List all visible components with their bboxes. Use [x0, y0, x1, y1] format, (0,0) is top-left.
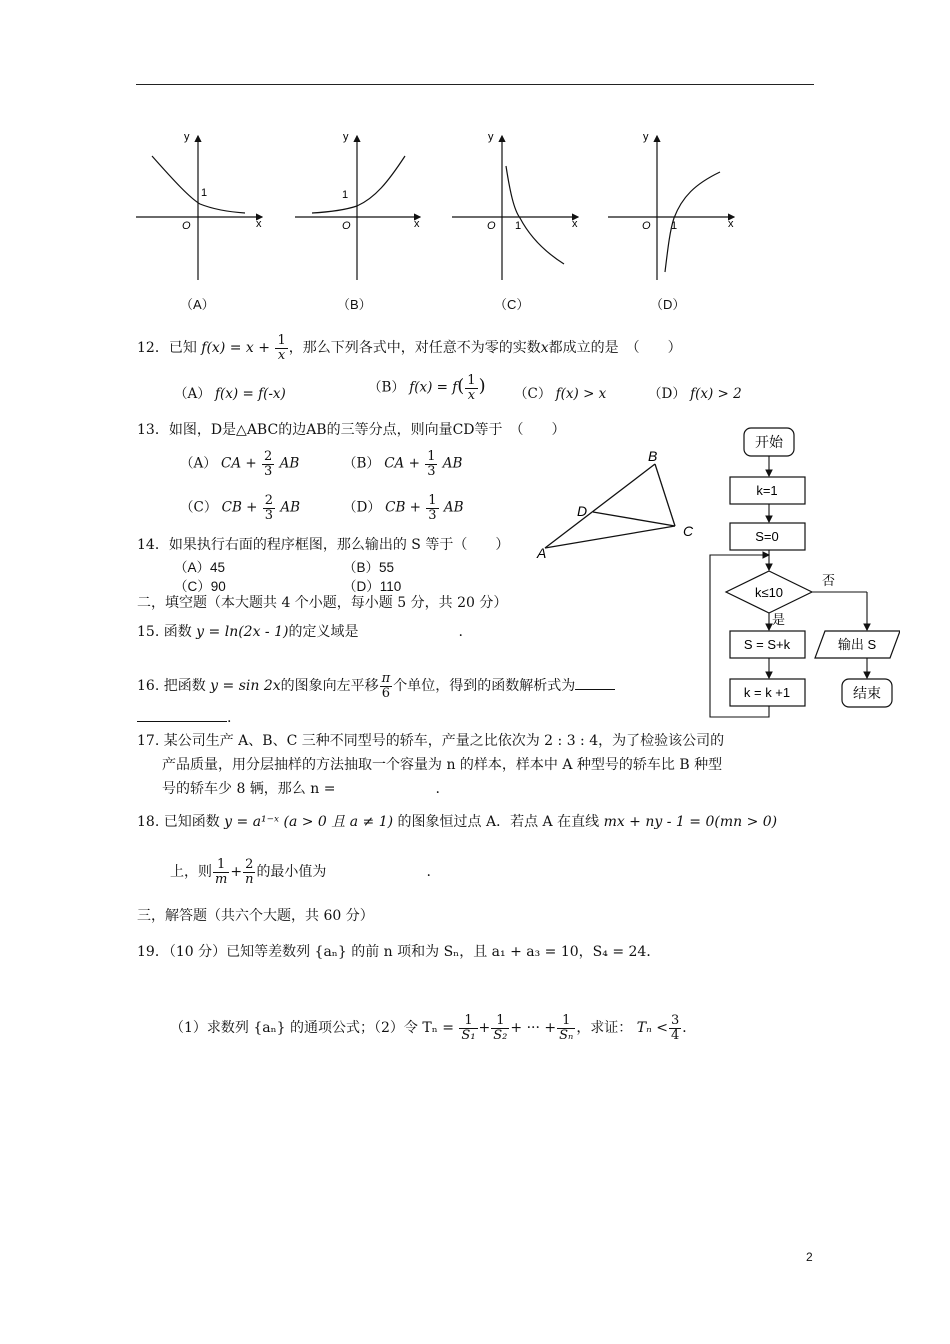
- svg-text:y: y: [488, 131, 494, 143]
- svg-text:O: O: [342, 220, 351, 232]
- question-12: 12．已知 f(x) = x + $\frac{1}{x}$ ，那么下列各式中，对任意不为零的实数x都成立的是 （ ）: [137, 333, 682, 363]
- svg-text:O: O: [487, 220, 496, 232]
- flow-end: 结束: [853, 685, 881, 701]
- page-number: 2: [806, 1250, 813, 1264]
- q12-option-d: （D） f(x) > 2: [648, 386, 742, 402]
- svg-text:x: x: [728, 218, 734, 230]
- svg-text:1: 1: [201, 187, 208, 199]
- svg-text:y: y: [343, 131, 349, 143]
- flowchart: [700, 420, 900, 720]
- question-15: 15. 函数 y = ln(2x - 1)的定义域是 .: [137, 624, 463, 640]
- svg-text:x: x: [256, 218, 262, 230]
- svg-text:1: 1: [515, 220, 522, 232]
- flow-condition: k≤10: [754, 585, 784, 600]
- graph-label-a: （A）: [180, 297, 215, 312]
- graph-label-b: （B）: [337, 297, 372, 312]
- flow-update-k: k = k +1: [743, 685, 791, 700]
- svg-text:1: 1: [671, 220, 678, 232]
- svg-text:B: B: [648, 448, 658, 464]
- q13-option-d: （D） CB + $\frac{1}{3}$ AB: [343, 493, 464, 523]
- svg-text:O: O: [642, 220, 651, 232]
- q14-option-a: （A）45: [174, 560, 226, 575]
- svg-text:O: O: [182, 220, 191, 232]
- flow-yes: 是: [772, 612, 786, 627]
- function-graphs-figure: [130, 122, 750, 322]
- section-2-heading: 二，填空题（本大题共 4 个小题，每小题 5 分，共 20 分）: [137, 595, 508, 611]
- svg-text:x: x: [414, 218, 420, 230]
- question-16-continuation: .: [137, 708, 231, 728]
- graph-c: [452, 131, 578, 280]
- graph-b: [295, 131, 420, 280]
- question-14: 14．如果执行右面的程序框图，那么输出的 S 等于（ ）: [137, 537, 510, 553]
- q12-option-b: （B） f(x) = f( $\frac{1}{x}$ ): [368, 373, 486, 403]
- svg-text:D: D: [577, 503, 588, 519]
- question-18-line-2: 上，则 $\frac{1}{m}$ + $\frac{2}{n}$ 的最小值为 .: [170, 857, 431, 887]
- graph-label-c: （C）: [494, 297, 530, 312]
- q14-option-c: （C）90: [174, 579, 226, 594]
- question-17-line-3: 号的轿车少 8 辆，那么 n = .: [162, 781, 440, 797]
- question-13-text: 13．如图，D是△ABC的边AB的三等分点，则向量CD等于 （ ）: [137, 422, 566, 438]
- question-17-line-1: 17. 某公司生产 A、B、C 三种不同型号的轿车，产量之比依次为 2 : 3 : 4，为了检验该公司的: [137, 733, 725, 749]
- question-19: 19．（10 分）已知等差数列 {aₙ} 的前 n 项和为 Sₙ，且 a₁ + a₃ = 10，S₄ = 24．: [137, 944, 661, 960]
- q14-option-d: （D）110: [343, 579, 402, 594]
- flow-start: 开始: [755, 434, 783, 450]
- q13-option-b: （B） CA + $\frac{1}{3}$ AB: [343, 449, 463, 479]
- svg-text:A: A: [537, 545, 547, 561]
- svg-text:y: y: [643, 131, 649, 143]
- graph-label-d: （D）: [650, 297, 686, 312]
- triangle-figure: [535, 448, 705, 563]
- section-3-heading: 三，解答题（共六个大题，共 60 分）: [137, 908, 374, 924]
- graph-a: [136, 131, 262, 280]
- flow-init-s: S=0: [755, 529, 779, 544]
- flow-output: 输出 S: [837, 637, 877, 652]
- svg-text:C: C: [683, 523, 694, 539]
- graph-d: [608, 131, 734, 280]
- question-17-line-2: 产品质量，用分层抽样的方法抽取一个容量为 n 的样本，样本中 A 种型号的轿车比 B 种型: [162, 757, 723, 773]
- question-16: 16. 把函数 y = sin 2x的图象向左平移 $\frac{\pi}{6}$ 个单位，得到的函数解析式为: [137, 672, 615, 700]
- flow-update-s: S = S+k: [743, 637, 791, 652]
- question-19-parts: （1）求数列 {aₙ} 的通项公式；（2）令 Tₙ = $\frac{1}{\text{S₁}}$ + $\frac{1}{\text{S₂}}$ + ··· + $\frac{1}{\text{Sₙ}}$ ，求证： Tₙ < $\frac{3}{4}$ ．: [170, 1013, 697, 1043]
- question-18-line-1: 18. 已知函数 y = a¹⁻ˣ (a > 0 且 a ≠ 1) 的图象恒过点 A．若点 A 在直线 mx + ny - 1 = 0(mn > 0): [137, 814, 778, 830]
- header-rule: [136, 84, 814, 85]
- q14-option-b: （B）55: [343, 560, 395, 575]
- flow-no: 否: [822, 573, 836, 588]
- svg-text:1: 1: [342, 189, 349, 201]
- flow-init-k: k=1: [756, 483, 778, 498]
- q12-option-c: （C） f(x) > x: [514, 386, 607, 402]
- q13-option-a: （A） CA + $\frac{2}{3}$ AB: [180, 449, 300, 479]
- svg-text:y: y: [184, 131, 190, 143]
- svg-text:x: x: [572, 218, 578, 230]
- q12-option-a: （A） f(x) = f(-x): [174, 386, 286, 402]
- q13-option-c: （C） CB + $\frac{2}{3}$ AB: [180, 493, 301, 523]
